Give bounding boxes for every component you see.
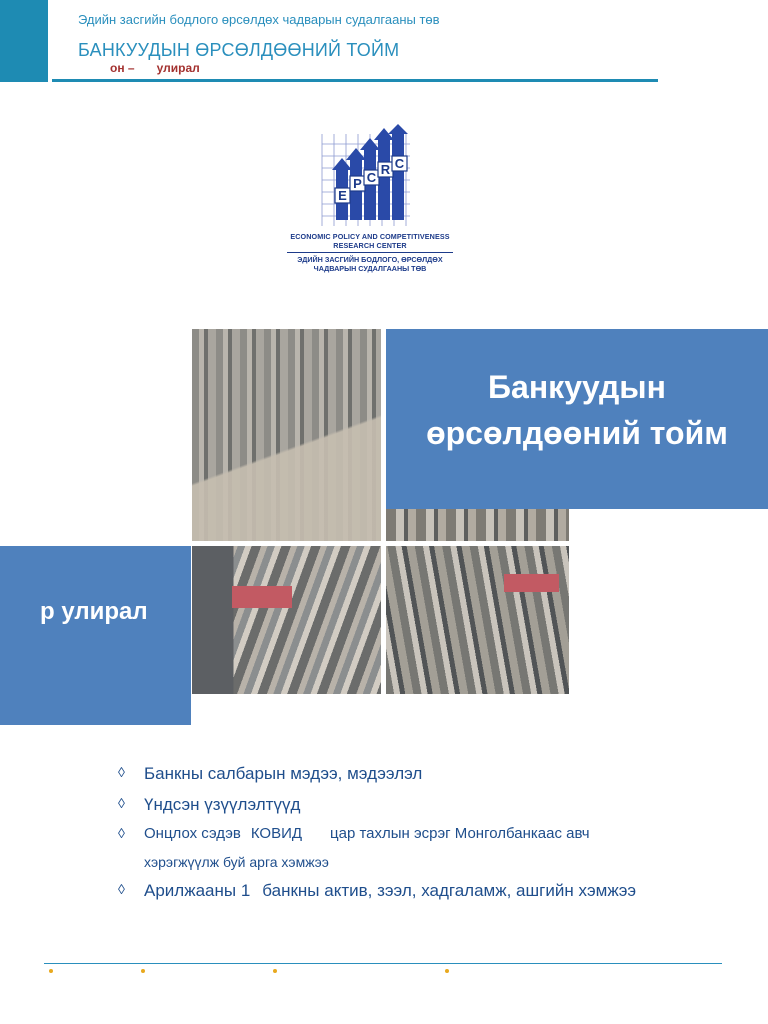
- city-photo-top-left: [192, 329, 381, 541]
- logo-name-english-line2: RESEARCH CENTER: [333, 241, 407, 250]
- contents-item-3: [118, 825, 590, 842]
- contents-item-1: [118, 764, 422, 784]
- diamond-bullet-icon: ◊: [118, 825, 125, 841]
- logo-letter-c: C: [366, 170, 377, 185]
- contents-item-3-b: КОВИД: [250, 825, 303, 842]
- photo-red-roof: [232, 586, 292, 608]
- logo-letter-e: E: [338, 188, 347, 203]
- contents-item-3-continuation: хэрэгжүүлж буй арга хэмжээ: [144, 854, 329, 870]
- contents-item-1-text: Банкны салбарын мэдээ, мэдээлэл: [144, 764, 423, 783]
- header-period: [110, 61, 200, 75]
- contents-item-2-text: Үндсэн үзүүлэлтүүд: [144, 795, 301, 814]
- footer-dot: [49, 969, 53, 973]
- cover-title-line2: өрсөлдөөний тойм: [426, 415, 728, 451]
- diamond-bullet-icon: ◊: [118, 881, 125, 897]
- logo-divider: [287, 252, 453, 253]
- footer-divider: [44, 963, 722, 964]
- contents-item-4-b: банкны актив, зээл, хадгаламж, ашгийн хэмжээ: [262, 881, 637, 900]
- logo-letter-c2: C: [394, 156, 405, 171]
- city-photo-bottom-right: [386, 546, 569, 694]
- header-divider: [52, 79, 658, 82]
- cover-title-line1: Банкуудын: [488, 369, 666, 405]
- logo-name-mongolian: [272, 255, 468, 273]
- city-photo-bottom-left: [192, 546, 381, 694]
- logo-name-english: [272, 232, 468, 250]
- corner-accent-block: [0, 0, 48, 82]
- header-year-label: он –: [110, 61, 135, 75]
- contents-item-3-c: цар тахлын эсрэг Монголбанкаас авч: [330, 825, 590, 842]
- logo-name-mongolian-line2: ЧАДВАРЫН СУДАЛГААНЫ ТӨВ: [313, 264, 427, 273]
- city-photo-top-right: [386, 509, 569, 541]
- logo-letter-r: R: [380, 162, 391, 177]
- logo-name-english-line1: ECONOMIC POLICY AND COMPETITIVENESS: [290, 232, 450, 241]
- footer-dot: [445, 969, 449, 973]
- header-quarter-label: улирал: [156, 61, 200, 75]
- footer-dot: [273, 969, 277, 973]
- photo-red-roof: [504, 574, 559, 592]
- contents-item-4: [118, 881, 636, 901]
- contents-item-4-a: Арилжааны 1: [144, 881, 251, 900]
- header-title: БАНКУУДЫН ӨРСӨЛДӨӨНИЙ ТОЙМ: [78, 40, 400, 60]
- contents-item-3-a: Онцлох сэдэв: [144, 825, 241, 842]
- cover-quarter-box: [0, 546, 191, 725]
- logo-name-mongolian-line1: ЭДИЙН ЗАСГИЙН БОДЛОГО, ӨРСӨЛДӨХ: [297, 255, 443, 264]
- diamond-bullet-icon: ◊: [118, 795, 125, 811]
- contents-item-2: [118, 795, 300, 815]
- cover-quarter-label: р улирал: [40, 598, 148, 625]
- footer-dot: [141, 969, 145, 973]
- header-organization: Эдийн засгийн бодлого өрсөлдөх чадварын судалгааны төв: [78, 12, 440, 27]
- diamond-bullet-icon: ◊: [118, 764, 125, 780]
- cover-title-box: [386, 329, 768, 509]
- logo-letter-p: P: [353, 176, 362, 191]
